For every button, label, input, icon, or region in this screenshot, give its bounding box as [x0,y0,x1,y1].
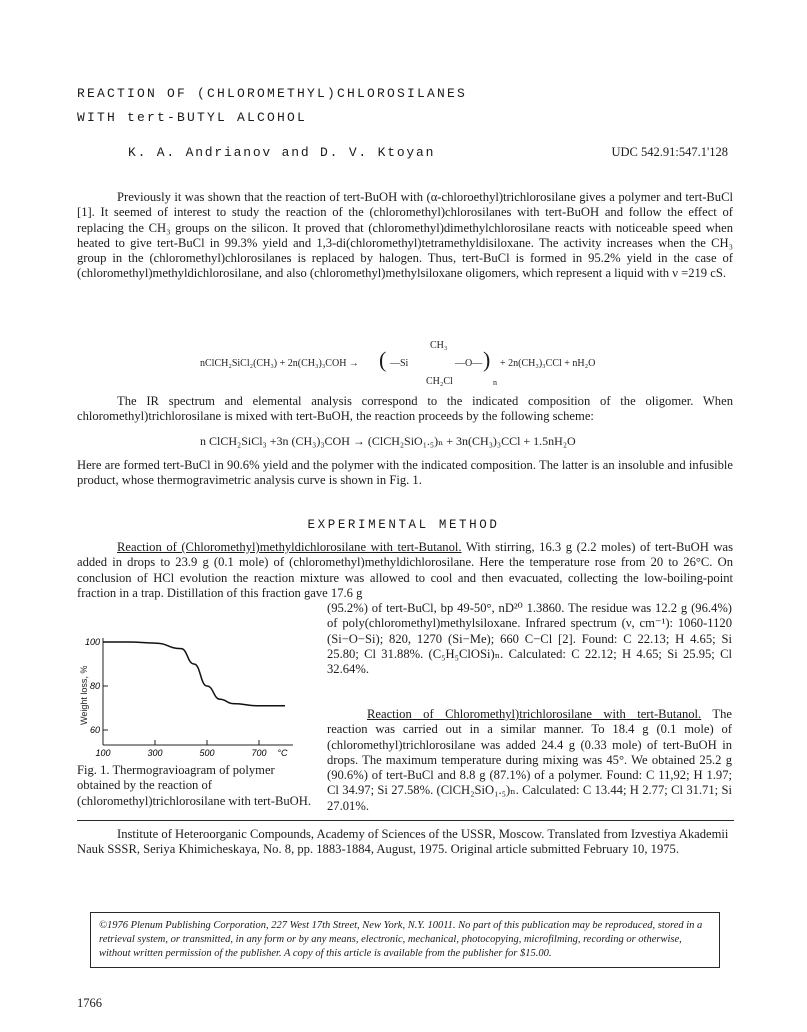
equation-2: n ClCH₂SiCl₃ +3n (CH₃)₃COH → (ClCH₂SiO₁.₅)ₙ + 3n(CH₃)₃CCl + 1.5nH₂O [200,434,576,448]
section-title: EXPERIMENTAL METHOD [307,518,500,532]
experiment-1-paragraph [77,540,733,601]
equation-1-close-bracket: ) [483,347,491,372]
experiment-2-heading: Reaction of Chloromethyl)trichlorosilane with tert-Butanol. [367,707,702,721]
weight-loss-curve [103,642,285,706]
article-title-line-2: WITH tert-BUTYL ALCOHOL [77,110,308,125]
authors: K. A. Andrianov and D. V. Ktoyan [128,145,436,160]
ir-paragraph: The IR spectrum and elemental analysis correspond to the indicated composition of the oligomer. When chloromethyl)trichlorosilane is mixed with tert-BuOH, the reaction proceeds by the following scheme: [77,394,733,424]
equation-1-ch2cl: CH₂Cl [426,376,453,387]
page-number: 1766 [77,996,102,1010]
equation-1-products: + 2n(CH₃)₃CCl + nH₂O [500,358,596,369]
experiment-2-paragraph [327,707,732,814]
experiment-1-continuation: (95.2%) of tert-BuCl, bp 49-50°, nD²⁰ 1.3860. The residue was 12.2 g (96.4%) of poly(chloromethyl)methylsiloxane. Infrared spectrum (ν, cm⁻¹): 1060-1120 (Si−O−Si); 820, 1270 (Si−Me); 660 C−Cl [2]. Found: C 22.13; H 4.65; Si 25.80; Cl 31.88%. (C₅H₅ClOSi)ₙ. Calculated: C 22.12; H 4.65; Si 25.95; Cl 32.64%. [327,601,732,677]
equation-1-oxygen: —O— [455,358,483,369]
equation-1-open-bracket: ( [379,347,387,372]
equation-1-subscript-n: n [493,378,497,387]
equation-1-si: —Si [390,358,409,369]
experiment-1-text: With stirring, 16.3 g (2.2 moles) of tert-BuOH was added in drops to 23.9 g (0.1 mole) of (chloromethyl)methyldichlorosilane. Here the temperature rose from 20 to 26°C. On conclusion of HCl evolution the reaction mixture was allowed to cool and then evacuated, collecting the low-boiling-point fraction in a trap. Distillation of this fraction gave 17.6 g [77,540,733,600]
y-tick-label: 80 [89,681,100,691]
footer-rule [77,820,734,821]
here-paragraph: Here are formed tert-BuCl in 90.6% yield and the polymer with the indicated composition. The latter is an insoluble and infusible product, whose thermogravimetric analysis curve is shown in Fig. 1. [77,458,733,488]
footer-note: Institute of Heteroorganic Compounds, Academy of Sciences of the USSR, Moscow. Translated from Izvestiya Akademii Nauk SSSR, Seriya Khimicheskaya, No. 8, pp. 1883-1884, August, 1975. Original article submitted February 10, 1975. [77,827,729,857]
y-axis-label: Weight loss, % [79,665,89,725]
equation-1-reactants: nClCH₂SiCl₂(CH₃) + 2n(CH₃)₃COH → [200,358,359,369]
experiment-1-heading: Reaction of (Chloromethyl)methyldichlorosilane with tert-Butanol. [117,540,462,554]
y-tick-label: 60 [89,725,100,735]
experiment-2-text: The reaction was carried out in a similar manner. To 18.4 g (0.1 mole) of (chloromethyl)trichlorosilane was added 24.4 g (0.33 mole) of tert-BuOH in drops. The maximum temperature during mixing was 45°. We obtained 25.2 g (90.6%) of tert-BuCl and 8.8 g (87.1%) of a polymer. Found: C 11,92; H 1.97; Cl 34.97; Si 27.58%. (ClCH₂SiO₁.₅)ₙ. Calculated: C 13.44; H 2.77; Cl 31.71; Si 27.01%. [327,707,733,813]
copyright-box: ©1976 Plenum Publishing Corporation, 227 West 17th Street, New York, N.Y. 10011. No part of this publication may be reproduced, stored in a retrieval system, or transmitted, in any form or by any means, electronic, mechanical, photocopying, microfilming, recording or otherwise, without written permission of the publisher. A copy of this article is available from the publisher for $15.00. [90,912,720,968]
article-title-line-1: REACTION OF (CHLOROMETHYL)CHLOROSILANES [77,86,468,101]
x-tick-label: °C [277,748,288,758]
figure-caption: Fig. 1. Thermogravioagram of polymer obtained by the reaction of (chloromethyl)trichlorosilane with tert-BuOH. [77,763,311,808]
x-tick-label: 700 [251,748,267,758]
x-tick-label: 300 [147,748,163,758]
equation-1-ch3: CH₃ [430,340,448,351]
y-tick-label: 100 [84,637,100,647]
intro-paragraph: Previously it was shown that the reaction of tert-BuOH with (α-chloroethyl)trichlorosilane gives a polymer and tert-BuCl [1]. It seemed of interest to study the reaction of the (chloromethyl)chlorosilanes with tert-BuOH and follow the effect of replacing the CH₃ groups on the silicon. It proved that (chloromethyl)dimethylchlorosilane reacts with noticeable speed when heated to give tert-BuCl in 99.3% yield and 1,3-di(chloromethyl)tetramethyldisiloxane. The activity increases when the CH₃ group in the (chloromethyl)chlorosilanes is replaced by halogen. Thus, tert-BuCl is formed in 95.2% yield in the case of (chloromethyl)methyldichlorosilane, and also (chloromethyl)methylsiloxane oligomers, which represent a liquid with ν =219 cS. [77,190,733,281]
x-tick-label: 500 [199,748,215,758]
equation-1 [200,338,630,390]
x-tick-label: 100 [95,748,111,758]
thermogram-chart [75,630,300,765]
udc-code: UDC 542.91:547.1'128 [611,145,728,159]
